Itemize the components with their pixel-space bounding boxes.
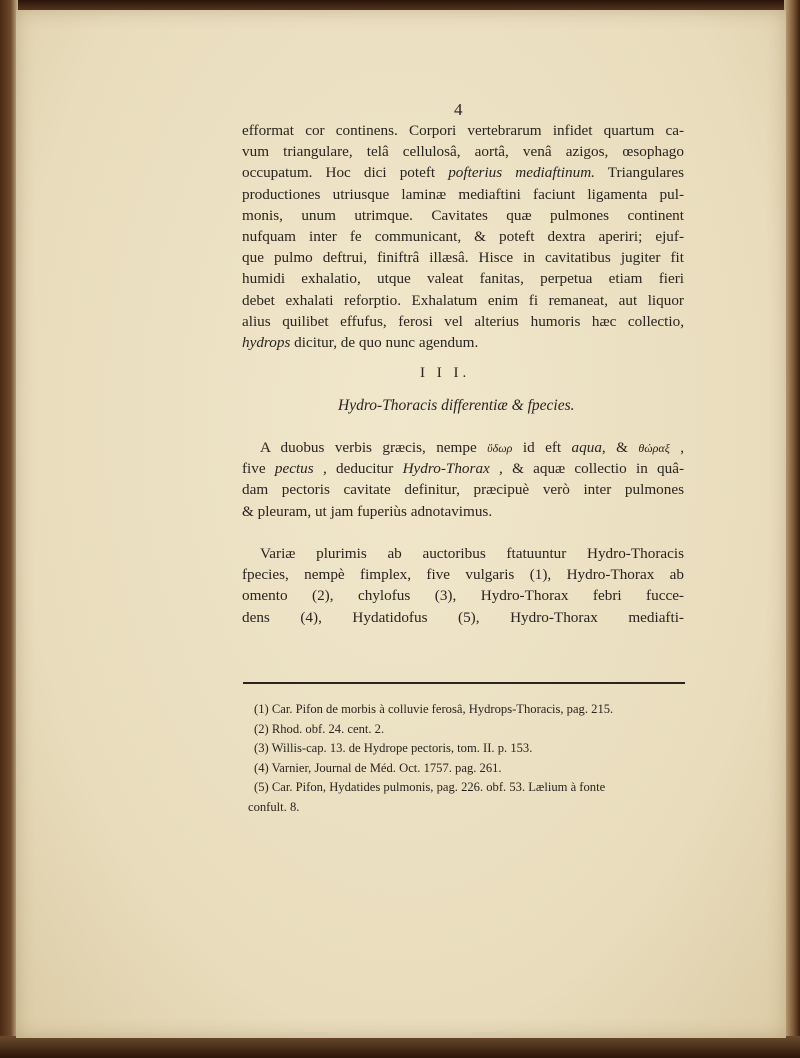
footnote-continuation: confult. 8. xyxy=(248,799,300,814)
paragraph-3 xyxy=(242,543,684,628)
footnote: (3) Willis-cap. 13. de Hydrope pectoris, tom. II. p. 153. xyxy=(254,741,533,756)
text-line: debet exhalati reforptio. Exhalatum enim fi remaneat, aut liquor xyxy=(242,291,684,309)
page-number: 4 xyxy=(454,100,463,119)
text-line: Variæ plurimis ab auctoribus ftatuuntur Hydro-Thoracis xyxy=(260,545,684,562)
footnote-rule xyxy=(243,682,685,684)
text-line: vum triangulare, telâ cellulosâ, aortâ, venâ azigos, œsophago xyxy=(242,143,684,161)
paragraph-1 xyxy=(242,120,684,353)
text-line: dens (4), Hydatidofus (5), Hydro-Thorax mediafti- xyxy=(242,608,684,626)
section-title: Hydro-Thoracis differentiæ & fpecies. xyxy=(338,397,575,414)
footnote: (1) Car. Pifon de morbis à colluvie ferosâ, Hydrops-Thoracis, pag. 215. xyxy=(254,702,614,716)
text-line: omento (2), chylofus (3), Hydro-Thorax febri fucce- xyxy=(242,587,684,605)
book-edge-right xyxy=(784,0,800,1058)
footnote: (4) Varnier, Journal de Méd. Oct. 1757. pag. 261. xyxy=(254,760,502,775)
text-line: & pleuram, ut jam fuperiùs adnotavimus. xyxy=(242,502,493,520)
text-line: humidi exhalatio, utque valeat fanitas, perpetua etiam fieri xyxy=(242,270,684,288)
text-line: five pectus , deducitur Hydro-Thorax , & aquæ collectio in quâ- xyxy=(242,460,685,478)
book-edge-bottom xyxy=(0,1036,800,1058)
text-line: nufquam inter fe communicant, & poteft dextra aperiri; ejuf- xyxy=(242,227,684,245)
text-line: hydrops dicitur, de quo nunc agendum. xyxy=(242,333,479,351)
footnote: (2) Rhod. obf. 24. cent. 2. xyxy=(254,721,385,736)
italic-term: hydrops xyxy=(242,333,291,351)
text-line: productiones utriusque laminæ mediaftini faciunt ligamenta pul- xyxy=(242,185,684,203)
text-line: alius quilibet effufus, ferosi vel alterius humoris hæc collectio, xyxy=(242,312,684,330)
text-line: A duobus verbis græcis, nempe ὕδωρ id eft aqua, & θώραξ , xyxy=(260,439,685,456)
section-number: I I I. xyxy=(420,365,471,381)
text-line: fpecies, nempè fimplex, five vulgaris (1), Hydro-Thorax ab xyxy=(242,566,684,584)
text-line: dam pectoris cavitate definitur, præcipuè verò inter pulmones xyxy=(242,481,684,499)
footnote: (5) Car. Pifon, Hydatides pulmonis, pag. 226. obf. 53. Lælium à fonte xyxy=(254,780,606,795)
text-line: monis, unum utrimque. Cavitates quæ pulmones continent xyxy=(242,206,684,224)
italic-term: pofterius mediaftinum. xyxy=(448,164,595,182)
text-line: occupatum. Hoc dici poteft pofterius mediaftinum. Triangulares xyxy=(242,164,684,182)
text-line: efformat cor continens. Corpori vertebrarum infidet quartum ca- xyxy=(242,122,684,139)
text-line: que pulmo deftrui, finiftrâ illæsâ. Hisce in cavitatibus jugiter fit xyxy=(242,249,684,267)
paragraph-2 xyxy=(242,437,684,522)
footnotes xyxy=(248,700,694,818)
